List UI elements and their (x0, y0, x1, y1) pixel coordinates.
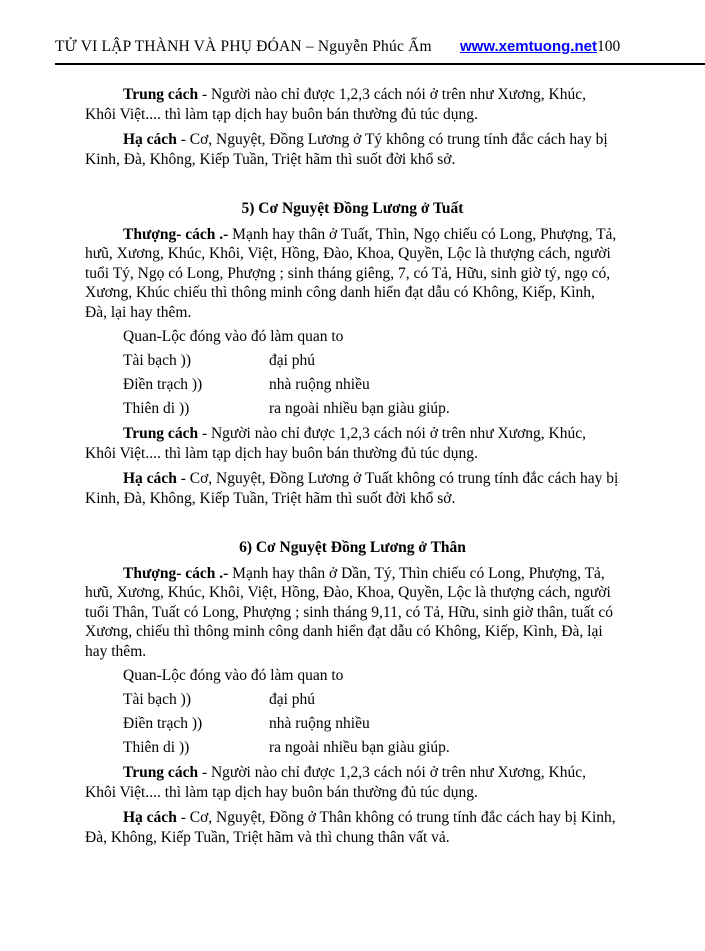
list-item-value: đại phú (269, 690, 316, 708)
list-item-quan-loc (123, 327, 620, 347)
list-item-quan-loc (123, 666, 620, 686)
list-item-value: nhà ruộng nhiều (269, 375, 370, 393)
header-title: TỬ VI LẬP THÀNH VÀ PHỤ ĐÓAN – Nguyễn Phúc Ấm (55, 38, 432, 55)
paragraph-trung-cach-6 (85, 763, 620, 802)
list-item-value: ra ngoài nhiều bạn giàu giúp. (269, 399, 450, 417)
list-item-label: Điền trạch )) (123, 375, 203, 393)
paragraph-lead-thuong: Thượng- cách .- (123, 564, 229, 582)
paragraph-trung-cach-5 (85, 424, 620, 463)
paragraph-text: - Người nào chỉ được 1,2,3 cách nói ở trên như Xương, Khúc, Khôi Việt.... thì làm tạp dịch hay buôn bán thường đủ túc dụng. (85, 425, 587, 462)
paragraph-lead-ha: Hạ cách (123, 809, 177, 826)
list-item-value: nhà ruộng nhiều (269, 714, 370, 732)
document-body (0, 65, 705, 847)
paragraph-text: Mạnh hay thân ở Tuất, Thìn, Ngọ chiếu có Long, Phượng, Tả, hưũ, Xương, Khúc, Khôi, Việt, Hồng, Đào, Khoa, Quyền, Lộc là thượng cách, người tuổi Tý, Ngọ có Long, Phượng ; sinh tháng giêng, 7, có Tả, Hữu, sinh giờ tý, ngọ có, Xương, Khúc chiếu thì thông minh công danh hiển đạt dẫu có Không, Kiếp, Kình, Đà, lại hay thêm. (85, 225, 617, 321)
list-item-value: ra ngoài nhiều bạn giàu giúp. (269, 738, 450, 756)
paragraph-lead-ha: Hạ cách (123, 470, 177, 487)
paragraph-text: - Người nào chỉ được 1,2,3 cách nói ở trên như Xương, Khúc, Khôi Việt.... thì làm tạp dịch hay buôn bán thường đủ túc dụng. (85, 86, 587, 123)
section-heading-5: 5) Cơ Nguyệt Đồng Lương ở Tuất (241, 200, 464, 217)
list-item-tai-bach (123, 690, 620, 710)
paragraph-text: - Cơ, Nguyệt, Đồng Lương ở Tuất không có trung tính đắc cách hay bị Kinh, Đà, Không, Kiếp Tuần, Triệt hãm thì suốt đời khổ sở. (85, 470, 619, 507)
list-item-thien-di (123, 399, 620, 419)
list-item-label: Quan-Lộc đóng vào đó làm quan to (123, 327, 344, 345)
paragraph-thuong-cach-5 (85, 225, 620, 323)
paragraph-trung-cach-intro (85, 85, 620, 124)
paragraph-text: - Cơ, Nguyệt, Đồng Lương ở Tý không có trung tính đắc cách hay bị Kinh, Đà, Không, Kiếp Tuần, Triệt hãm thì suốt đời khổ sở. (85, 131, 608, 168)
document-page (0, 38, 705, 951)
paragraph-ha-cach-6 (85, 808, 620, 847)
list-item-value: đại phú (269, 351, 316, 369)
list-item-label: Quan-Lộc đóng vào đó làm quan to (123, 666, 344, 684)
paragraph-text: - Người nào chỉ được 1,2,3 cách nói ở trên như Xương, Khúc, Khôi Việt.... thì làm tạp dịch hay buôn bán thường đủ túc dụng. (85, 764, 587, 801)
list-item-label: Điền trạch )) (123, 714, 203, 732)
website-link[interactable]: www.xemtuong.net (460, 38, 597, 55)
page-header (55, 38, 705, 59)
paragraph-lead-trung: Trung cách (123, 764, 199, 781)
list-item-tai-bach (123, 351, 620, 371)
list-item-dien-trach (123, 375, 620, 395)
header-right-group (460, 38, 620, 56)
section-heading-6: 6) Cơ Nguyệt Đồng Lương ở Thân (239, 539, 466, 556)
paragraph-ha-cach-intro (85, 130, 620, 169)
paragraph-thuong-cach-6 (85, 564, 620, 662)
page-number: 100 (596, 38, 621, 55)
paragraph-text: Mạnh hay thân ở Dần, Tý, Thìn chiếu có Long, Phượng, Tả, hưũ, Xương, Khúc, Khôi, Việt, Hồng, Đào, Khoa, Quyền, Lộc là thượng cách, người tuổi Thân, Tuất có Long, Phượng ; sinh tháng 9,11, có Tả, Hữu, sinh giờ thân, tuất có Xương, chiếu thì thông minh công danh hiển đạt dẫu có Không, Kiếp, Kình, Đà, lại hay thêm. (85, 564, 614, 660)
list-item-label: Thiên di )) (123, 738, 190, 756)
paragraph-lead-thuong: Thượng- cách .- (123, 225, 229, 243)
paragraph-text: - Cơ, Nguyệt, Đồng ở Thân không có trung tính đắc cách hay bị Kinh, Đà, Không, Kiếp Tuần, Triệt hãm và thì chung thân vất vả. (85, 809, 616, 846)
list-item-thien-di (123, 738, 620, 758)
list-item-dien-trach (123, 714, 620, 734)
paragraph-ha-cach-5 (85, 469, 620, 508)
list-item-label: Tài bạch )) (123, 690, 191, 708)
list-item-label: Thiên di )) (123, 399, 190, 417)
list-item-label: Tài bạch )) (123, 351, 191, 369)
paragraph-lead-trung: Trung cách (123, 86, 199, 103)
paragraph-lead-trung: Trung cách (123, 425, 199, 442)
paragraph-lead-ha: Hạ cách (123, 131, 177, 148)
